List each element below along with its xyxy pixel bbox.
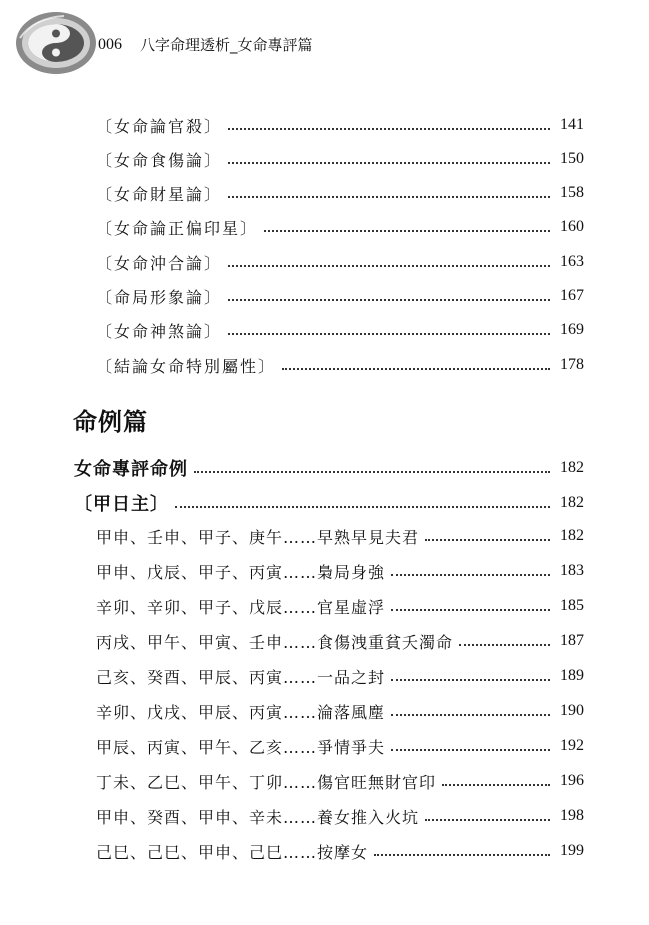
toc-entry[interactable] [96,282,584,310]
case-label: 甲申、壬申、甲子、庚午……早熟早見夫君 [96,527,420,547]
toc-entry-page: 158 [560,184,584,201]
case-entry[interactable] [96,767,584,795]
dot-leader [228,265,550,267]
case-page: 199 [560,842,584,859]
case-entry[interactable] [96,697,584,725]
case-entry[interactable] [96,662,584,690]
dot-leader [459,644,550,646]
dot-leader [425,819,550,821]
toc-entry-label: 〔命局形象論〕 [96,287,223,307]
dot-leader [228,333,550,335]
dot-leader [442,784,550,786]
toc-group-page: 182 [560,494,584,511]
page-header [0,0,649,80]
dot-leader [391,749,550,751]
toc-entry[interactable] [96,248,584,276]
toc-entry-page: 167 [560,287,584,304]
toc-entry-page: 160 [560,218,584,235]
case-page: 190 [560,702,584,719]
case-page: 196 [560,772,584,789]
case-page: 182 [560,527,584,544]
case-label: 辛卯、戊戌、甲辰、丙寅……淪落風塵 [96,702,386,722]
toc-entry-page: 163 [560,253,584,270]
dot-leader [228,162,550,164]
toc-entry-label: 〔女命論正偏印星〕 [96,218,259,238]
toc-entry[interactable] [96,351,584,379]
case-page: 187 [560,632,584,649]
case-page: 183 [560,562,584,579]
case-entry[interactable] [96,837,584,865]
dot-leader [264,230,550,232]
dot-leader [391,609,550,611]
toc-subheading[interactable] [74,454,584,482]
toc-entry-page: 141 [560,116,584,133]
toc-subheading-page: 182 [560,459,584,476]
dot-leader [391,714,550,716]
toc-entry[interactable] [96,145,584,173]
toc-subheading-label: 女命專評命例 [74,459,188,480]
case-label: 丙戌、甲午、甲寅、壬申……食傷洩重貧夭濁命 [96,632,454,652]
toc-entry[interactable] [96,213,584,241]
toc-entry[interactable] [96,111,584,139]
dot-leader [228,196,550,198]
toc-entry-page: 169 [560,321,584,338]
toc-entry-label: 〔女命神煞論〕 [96,321,223,341]
toc-entry-label: 〔女命論官殺〕 [96,116,223,136]
toc-entry[interactable] [96,316,584,344]
case-label: 丁未、乙巳、甲午、丁卯……傷官旺無財官印 [96,772,437,792]
header-page-number: 006 [98,36,122,53]
toc-entry-label: 〔女命財星論〕 [96,184,223,204]
dot-leader [175,506,550,508]
case-label: 甲申、癸酉、甲申、辛未……養女推入火坑 [96,807,420,827]
case-entry[interactable] [96,557,584,585]
dot-leader [282,368,550,370]
toc-entry-label: 〔女命沖合論〕 [96,253,223,273]
case-entry[interactable] [96,732,584,760]
toc-entry-page: 178 [560,356,584,373]
toc-entry-page: 150 [560,150,584,167]
case-page: 189 [560,667,584,684]
dot-leader [194,471,550,473]
case-label: 辛卯、辛卯、甲子、戊辰……官星虛浮 [96,597,386,617]
header-book-title: 八字命理透析_女命專評篇 [140,36,313,54]
case-label: 甲辰、丙寅、甲午、乙亥……爭情爭夫 [96,737,386,757]
toc-group[interactable] [74,489,584,517]
case-page: 192 [560,737,584,754]
toc-entry-label: 〔女命食傷論〕 [96,150,223,170]
toc-entry[interactable] [96,179,584,207]
case-page: 198 [560,807,584,824]
dot-leader [391,574,550,576]
case-entry[interactable] [96,592,584,620]
case-entry[interactable] [96,802,584,830]
dot-leader [228,299,550,301]
section-heading: 命例篇 [73,408,148,436]
case-label: 甲申、戊辰、甲子、丙寅……梟局身強 [96,562,386,582]
case-entry[interactable] [96,627,584,655]
dot-leader [425,539,550,541]
toc-entry-label: 〔結論女命特別屬性〕 [96,356,277,376]
dot-leader [228,128,550,130]
case-label: 己亥、癸酉、甲辰、丙寅……一品之封 [96,667,386,687]
case-entry[interactable] [96,522,584,550]
yin-yang-logo-icon [14,10,98,76]
dot-leader [391,679,550,681]
toc-group-label: 〔甲日主〕 [74,494,169,515]
dot-leader [374,854,550,856]
case-label: 己巳、己巳、甲申、己巳……按摩女 [96,842,369,862]
case-page: 185 [560,597,584,614]
